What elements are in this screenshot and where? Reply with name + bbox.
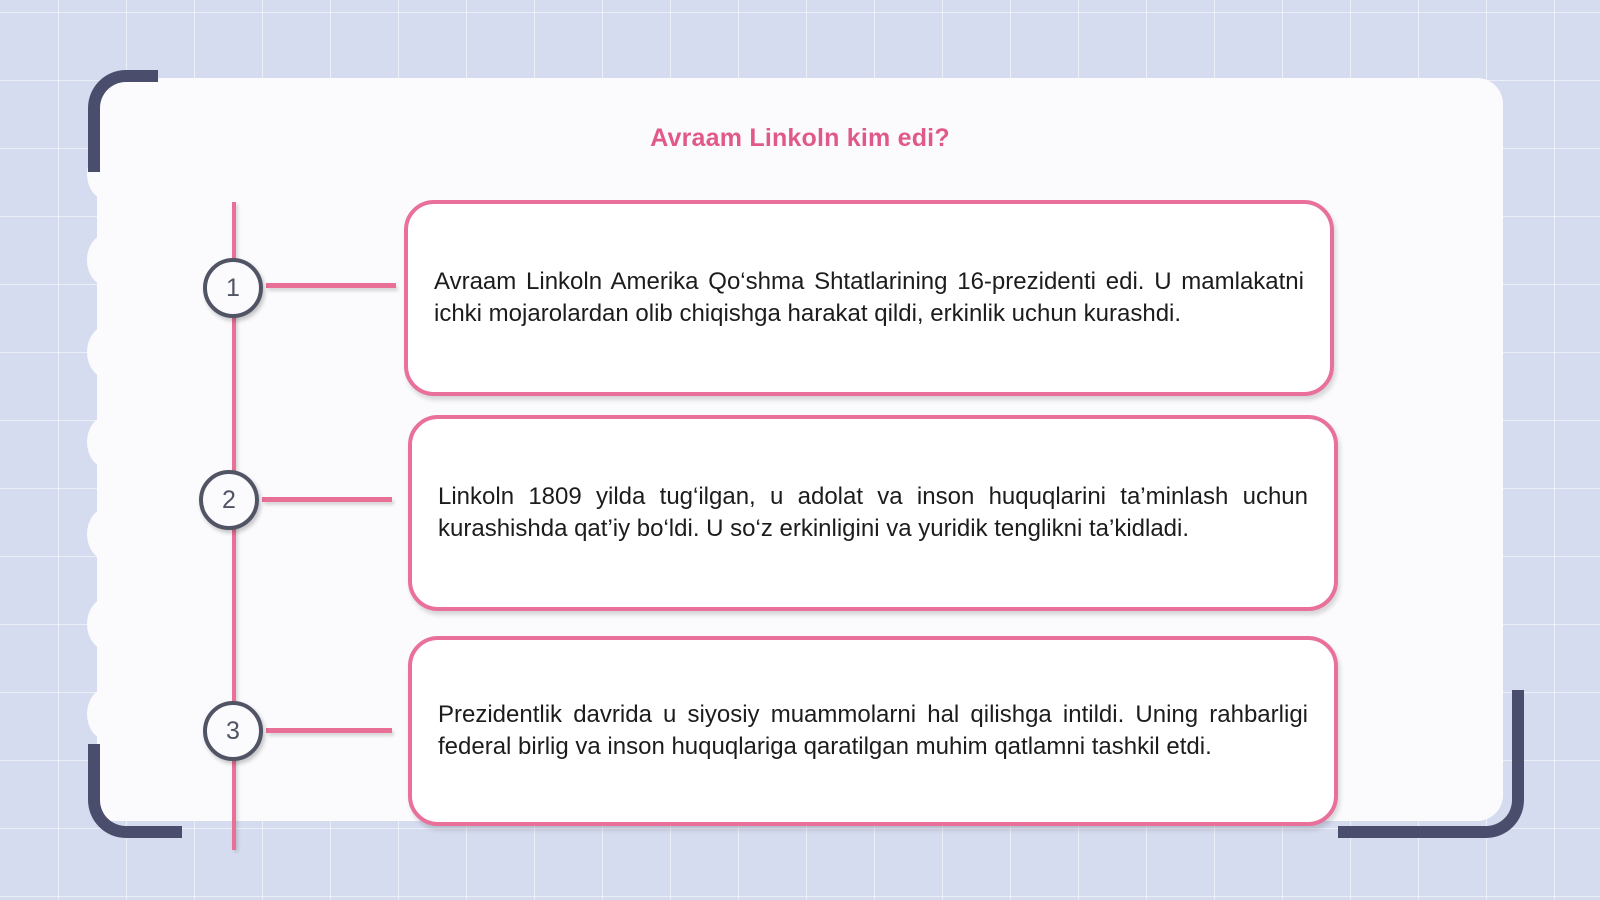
timeline-node-1: 1 (203, 258, 263, 318)
timeline-node-2: 2 (199, 470, 259, 530)
notebook-scallop (87, 508, 127, 560)
notebook-scallop (87, 598, 127, 650)
frame-corner-bottom-left (88, 744, 182, 838)
timeline-item-1 (404, 200, 1334, 396)
notebook-scallop (87, 234, 127, 286)
timeline-connector (262, 497, 392, 502)
timeline-item-text: Avraam Linkoln Amerika Qo‘shma Shtatlarining 16-prezidenti edi. U mamlakatni ichki mojarolardan olib chiqishga harakat qildi, erkinlik uchun kurashdi. (434, 268, 1304, 327)
timeline-item-2 (408, 415, 1338, 611)
timeline-connector (266, 283, 396, 288)
timeline-item-text: Linkoln 1809 yilda tug‘ilgan, u adolat va inson huquqlarini ta’minlash uchun kurashishda qat’iy bo‘ldi. U so‘z erkinligini va yuridik tenglikni ta’kidladi. (438, 483, 1308, 542)
notebook-scallop (87, 688, 127, 740)
timeline-item-text: Prezidentlik davrida u siyosiy muammolarni hal qilishga intildi. Uning rahbarligi federal birlig va inson huquqlariga qaratilgan muhim qatlamni tashkil etdi. (438, 701, 1308, 760)
timeline-item-3 (408, 636, 1338, 826)
frame-corner-top-left (88, 70, 158, 172)
timeline-connector (266, 728, 392, 733)
frame-corner-bottom-right (1338, 690, 1524, 838)
notebook-scallop (87, 326, 127, 378)
slide-title: Avraam Linkoln kim edi? (650, 124, 950, 152)
timeline-node-3: 3 (203, 701, 263, 761)
notebook-scallop (87, 416, 127, 468)
